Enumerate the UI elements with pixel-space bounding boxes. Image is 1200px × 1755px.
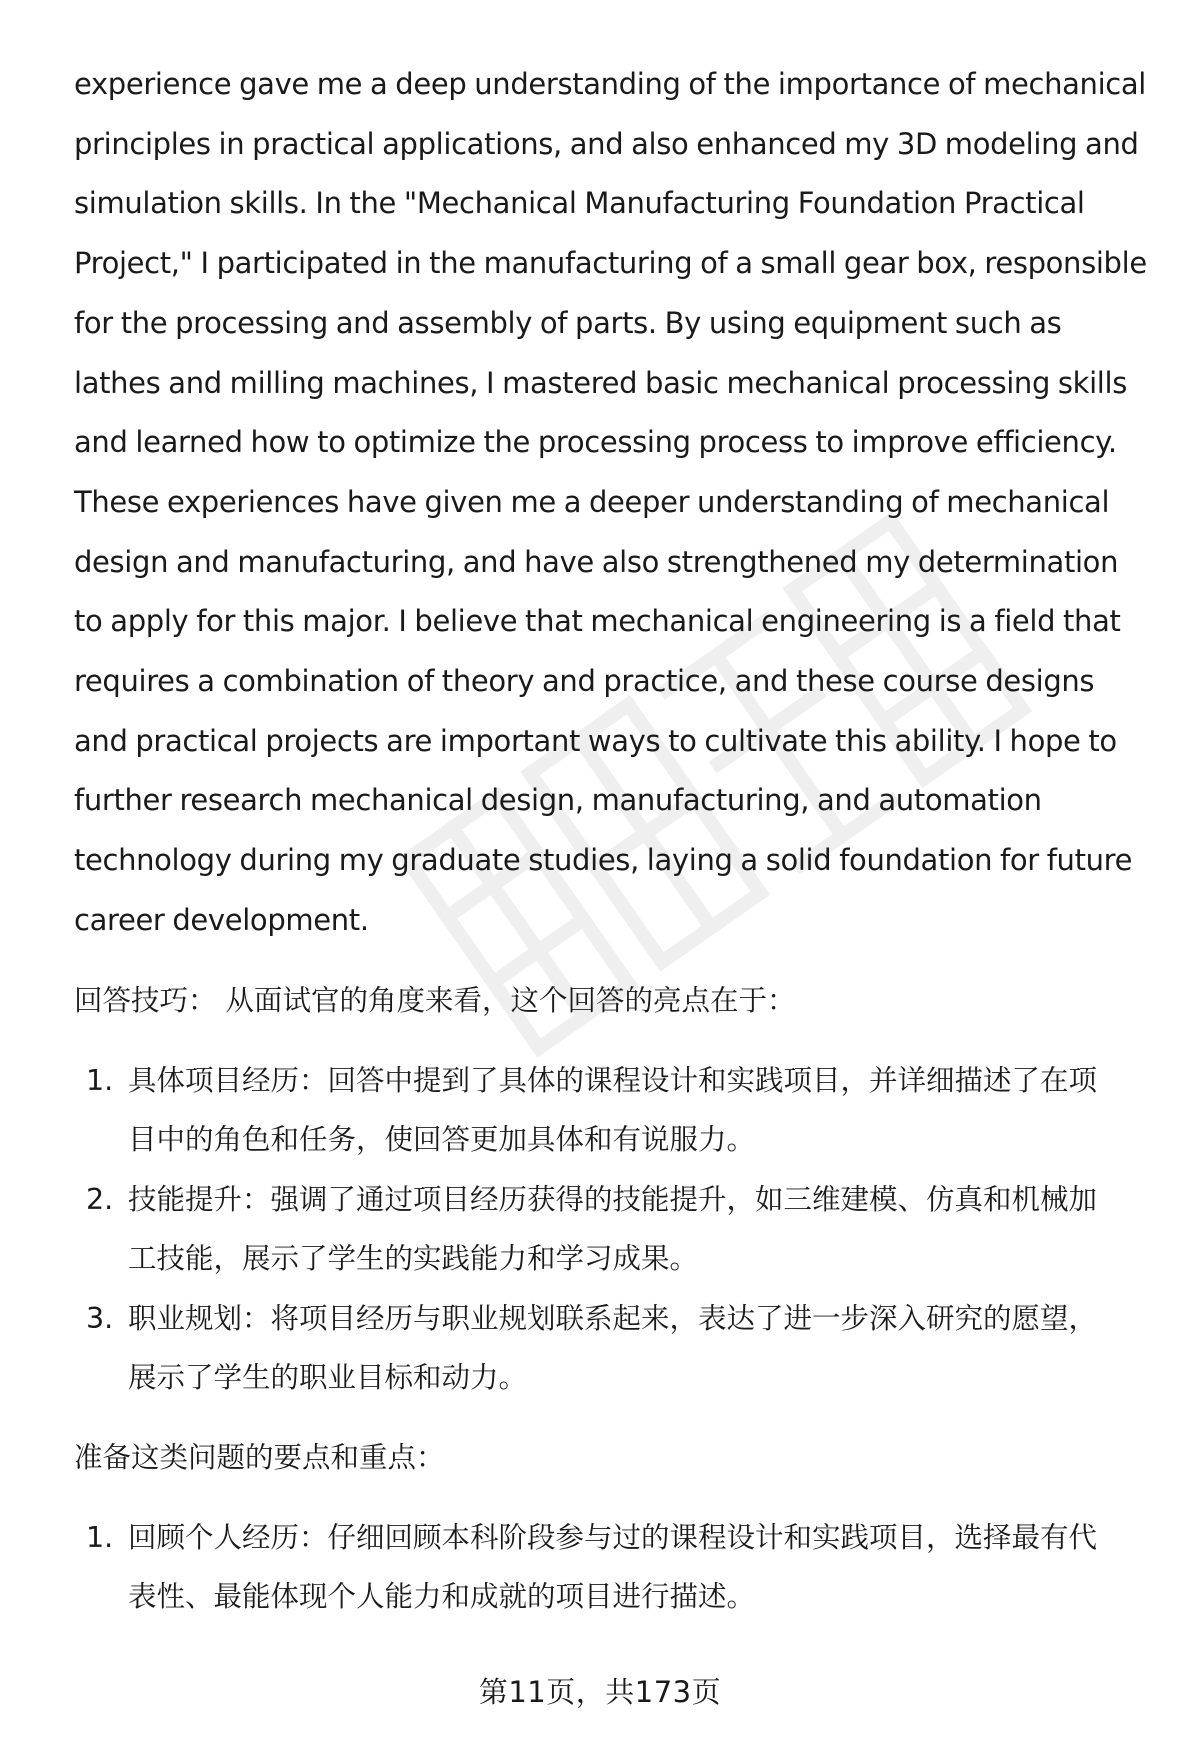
list-item <box>74 1289 1154 1408</box>
list-item-line: 表性、最能体现个人能力和成就的项目进行描述。 <box>128 1580 756 1614</box>
english-paragraph <box>74 55 1154 951</box>
paragraph-line: and practical projects are important ways to cultivate this ability. I hope to <box>74 723 1117 758</box>
paragraph-line: requires a combination of theory and practice, and these course designs <box>74 664 1095 699</box>
paragraph-line: lathes and milling machines, I mastered basic mechanical processing skills <box>74 365 1127 400</box>
list-item <box>74 1508 1154 1627</box>
list-item-number: 2. <box>86 1182 114 1216</box>
list-item-number: 1. <box>86 1063 114 1097</box>
paragraph-line: to apply for this major. I believe that mechanical engineering is a field that <box>74 604 1121 639</box>
list-item-number: 3. <box>86 1301 114 1335</box>
paragraph-line: further research mechanical design, manufacturing, and automation <box>74 783 1042 818</box>
list-item-line: 工技能，展示了学生的实践能力和学习成果。 <box>128 1242 699 1276</box>
document-content <box>74 55 1154 1627</box>
list-item-line: 回顾个人经历：仔细回顾本科阶段参与过的课程设计和实践项目，选择最有代 <box>128 1520 1098 1554</box>
list-item <box>74 1170 1154 1289</box>
list-item-line: 技能提升：强调了通过项目经历获得的技能提升，如三维建模、仿真和机械加 <box>128 1182 1098 1216</box>
list-item-line: 职业规划：将项目经历与职业规划联系起来，表达了进一步深入研究的愿望， <box>128 1301 1098 1335</box>
page-number-footer: 第11页，共173页 <box>478 1675 722 1709</box>
tips-heading: 回答技巧： 从面试官的角度来看，这个回答的亮点在于： <box>74 983 796 1017</box>
list-item-number: 1. <box>86 1520 114 1554</box>
prep-heading: 准备这类问题的要点和重点： <box>74 1440 445 1474</box>
paragraph-line: simulation skills. In the "Mechanical Manufacturing Foundation Practical <box>74 186 1085 221</box>
paragraph-line: principles in practical applications, and also enhanced my 3D modeling and <box>74 126 1139 161</box>
paragraph-line: These experiences have given me a deeper understanding of mechanical <box>74 484 1110 519</box>
paragraph-line: technology during my graduate studies, laying a solid foundation for future <box>74 843 1133 878</box>
paragraph-line: design and manufacturing, and have also strengthened my determination <box>74 544 1119 579</box>
list-item-line: 目中的角色和任务，使回答更加具体和有说服力。 <box>128 1123 756 1157</box>
list-item-line: 具体项目经历：回答中提到了具体的课程设计和实践项目，并详细描述了在项 <box>128 1063 1098 1097</box>
prep-list <box>74 1508 1154 1627</box>
paragraph-line: career development. <box>74 902 369 937</box>
list-item <box>74 1051 1154 1170</box>
tips-list <box>74 1051 1154 1408</box>
paragraph-line: for the processing and assembly of parts. By using equipment such as <box>74 305 1062 340</box>
paragraph-line: Project," I participated in the manufacturing of a small gear box, responsible <box>74 246 1147 281</box>
list-item-line: 展示了学生的职业目标和动力。 <box>128 1361 528 1395</box>
paragraph-line: experience gave me a deep understanding of the importance of mechanical <box>74 67 1147 101</box>
paragraph-line: and learned how to optimize the processing process to improve efficiency. <box>74 425 1117 460</box>
